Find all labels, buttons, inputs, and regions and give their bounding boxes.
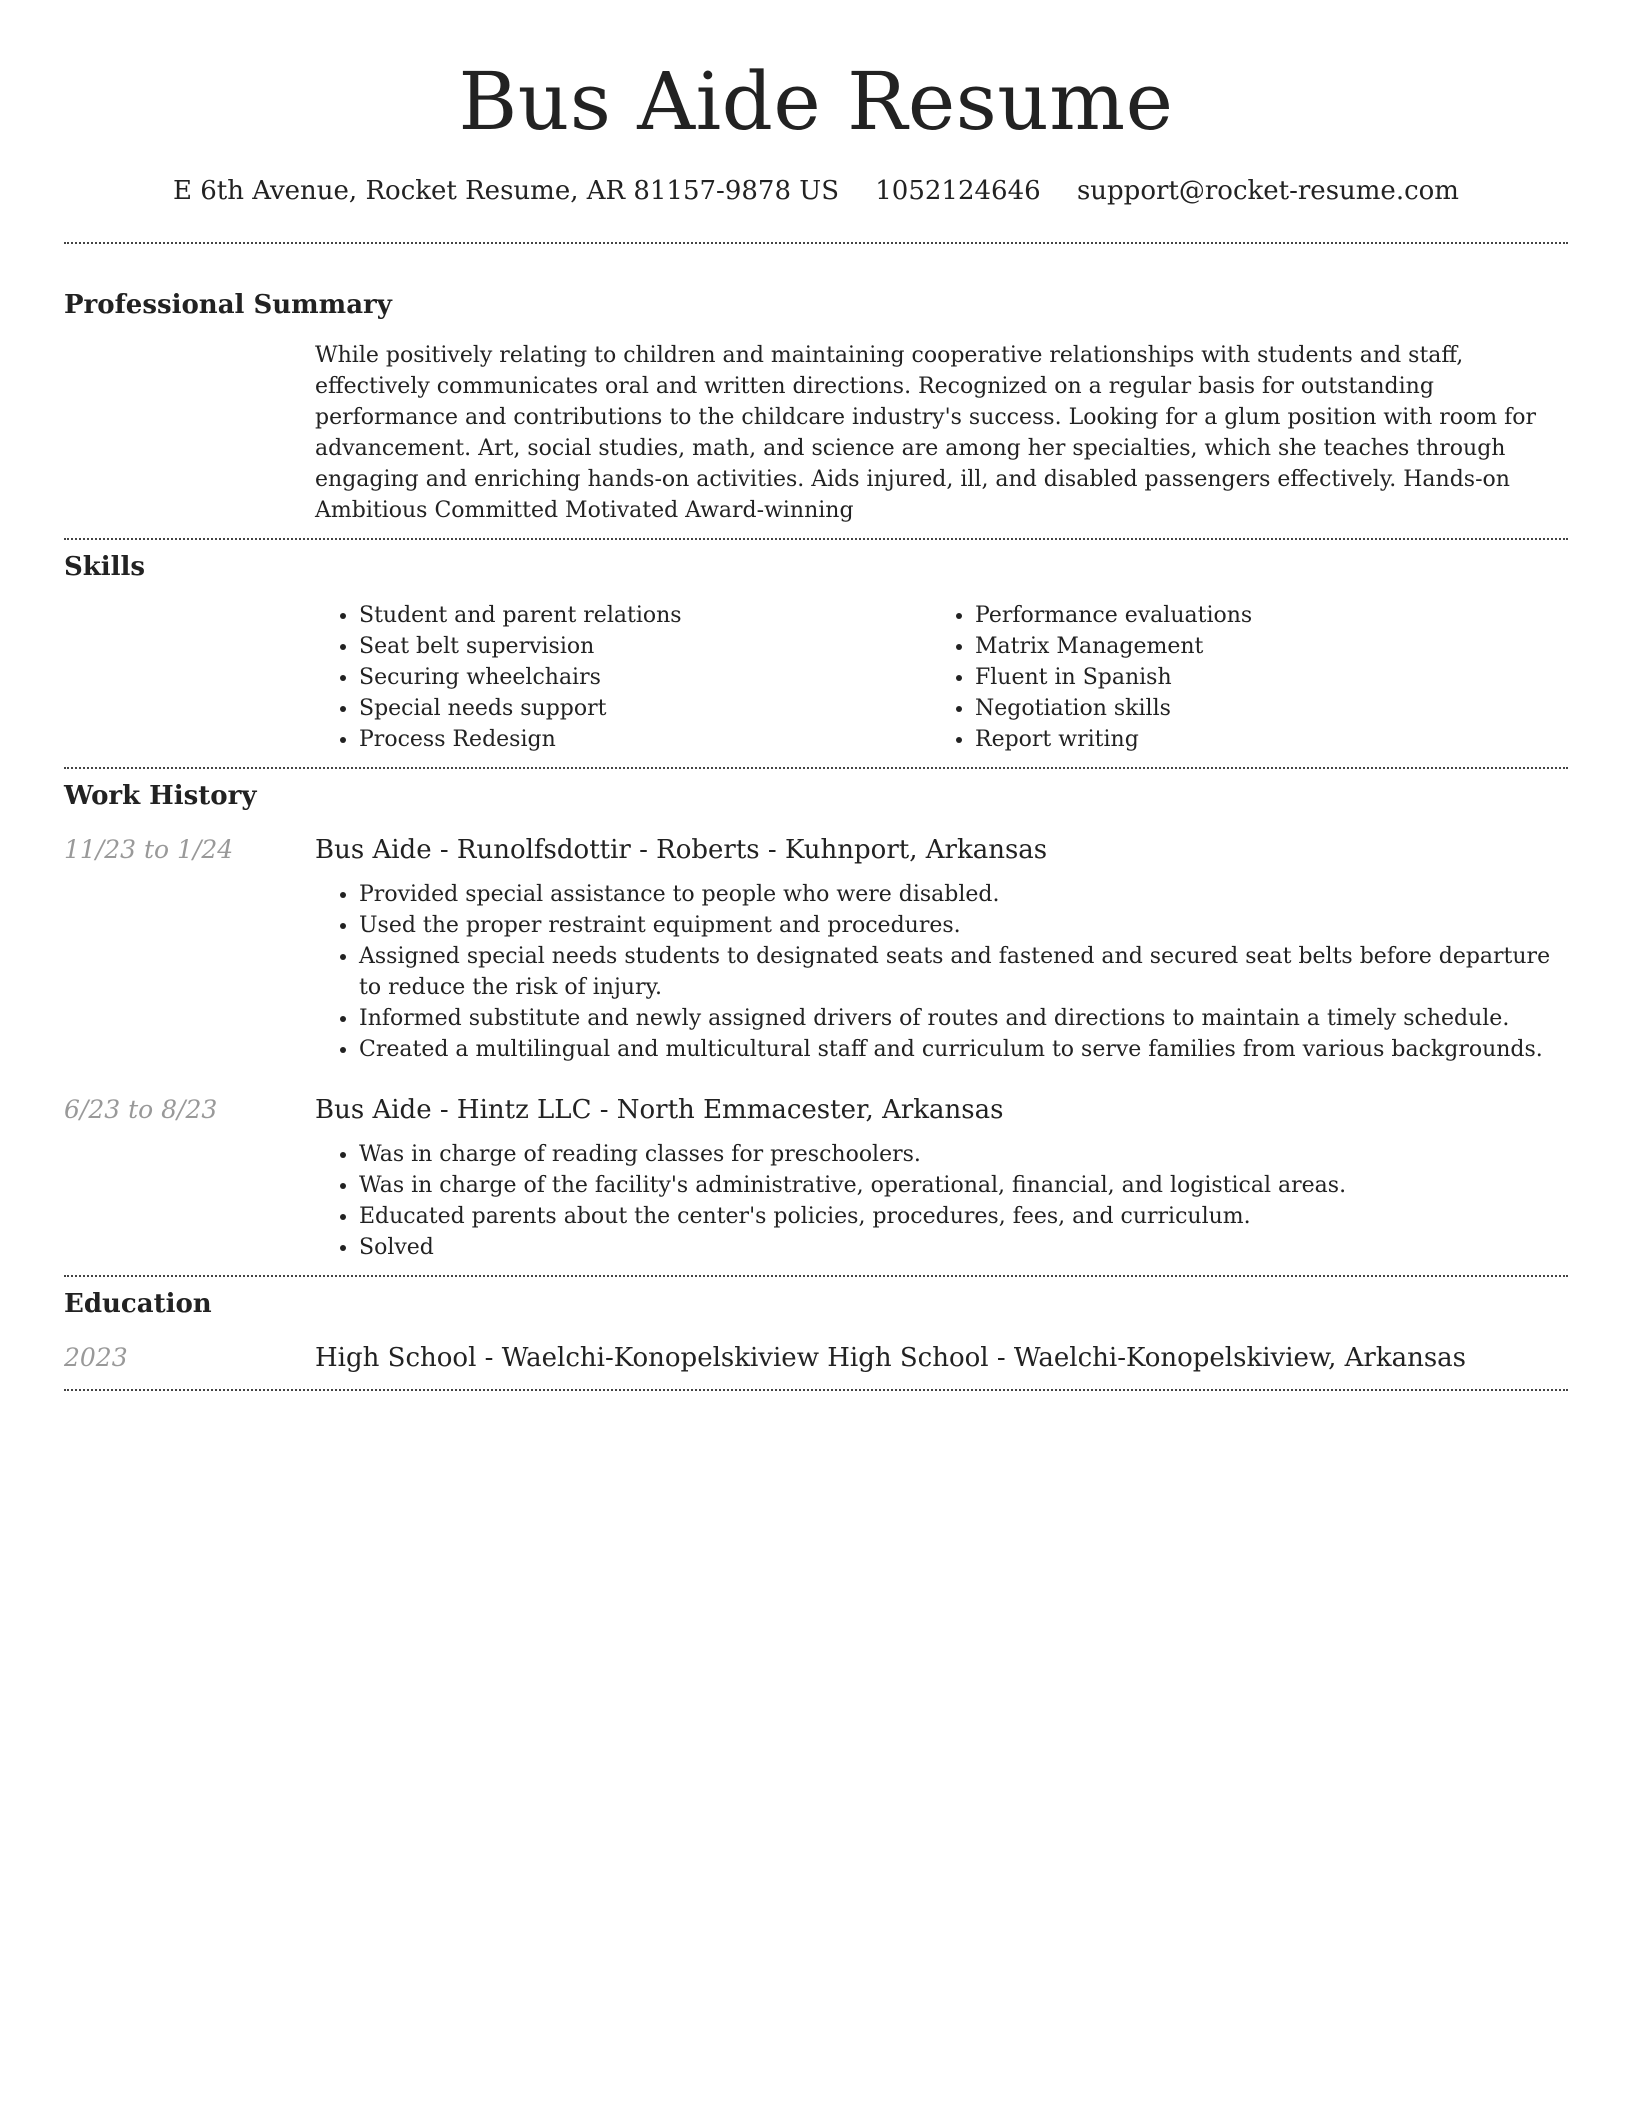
resume-title: Bus Aide Resume xyxy=(458,55,1174,148)
education-year: 2023 xyxy=(64,1343,128,1372)
contact-phone: 1052124646 xyxy=(875,176,1041,206)
skill-item: • Process Redesign xyxy=(359,724,931,755)
summary-text: While positively relating to children and maintaining cooperative relationships with students and staff, effectively communicates oral and written directions. Recognized on a regular basis for outstanding performance and contributions to the childcare industry's success. Looking for a glum position with room for advancement. Art, social studies, math, and science are among her specialties, which she teaches through engaging and enriching hands-on activities. Aids injured, ill, and disabled passengers effectively. Hands-on Ambitious Committed Motivated Award-winning xyxy=(315,343,1537,523)
job-title: Bus Aide - Hintz LLC - North Emmacester, Arkansas xyxy=(315,1095,1004,1125)
skill-item: • Matrix Management xyxy=(975,631,1547,662)
skills-columns xyxy=(315,600,1568,767)
section-heading-summary: Professional Summary xyxy=(64,290,392,320)
job-bullet: • Provided special assistance to people who were disabled. xyxy=(359,879,1568,910)
section-heading-education: Education xyxy=(64,1289,212,1319)
work-history-section xyxy=(64,769,1568,1275)
job-entry xyxy=(64,1093,1568,1275)
job-bullet: • Was in charge of the facility's administrative, operational, financial, and logistical areas. xyxy=(359,1170,1568,1201)
skill-item: • Special needs support xyxy=(359,693,931,724)
job-bullet: • Solved xyxy=(359,1232,1568,1263)
job-bullets xyxy=(315,1139,1568,1263)
job-dates: 6/23 to 8/23 xyxy=(64,1095,218,1124)
education-section xyxy=(64,1277,1568,1389)
job-dates: 11/23 to 1/24 xyxy=(64,835,234,864)
job-bullet: • Created a multilingual and multicultural staff and curriculum to serve families from various backgrounds. xyxy=(359,1034,1568,1065)
skill-item: • Report writing xyxy=(975,724,1547,755)
divider xyxy=(64,1389,1568,1391)
job-bullet: • Assigned special needs students to designated seats and fastened and secured seat belts before departure to reduce the risk of injury. xyxy=(359,941,1568,1003)
skill-item: • Seat belt supervision xyxy=(359,631,931,662)
skill-item: • Fluent in Spanish xyxy=(975,662,1547,693)
skill-item: • Negotiation skills xyxy=(975,693,1547,724)
job-bullet: • Informed substitute and newly assigned drivers of routes and directions to maintain a timely schedule. xyxy=(359,1003,1568,1034)
job-bullet: • Used the proper restraint equipment and procedures. xyxy=(359,910,1568,941)
contact-address: E 6th Avenue, Rocket Resume, AR 81157-9878 US xyxy=(173,176,839,206)
section-heading-skills: Skills xyxy=(64,552,146,582)
contact-email: support@rocket-resume.com xyxy=(1076,176,1459,206)
skills-list-left xyxy=(315,600,931,755)
skills-list-right xyxy=(931,600,1547,755)
skill-item: • Performance evaluations xyxy=(975,600,1547,631)
education-title: High School - Waelchi-Konopelskiview High School - Waelchi-Konopelskiview, Arkansas xyxy=(315,1343,1467,1373)
job-bullet: • Educated parents about the center's policies, procedures, fees, and curriculum. xyxy=(359,1201,1568,1232)
education-entry xyxy=(64,1341,1568,1389)
section-heading-work: Work History xyxy=(64,781,257,811)
skill-item: • Student and parent relations xyxy=(359,600,931,631)
job-bullet: • Was in charge of reading classes for preschoolers. xyxy=(359,1139,1568,1170)
job-bullets xyxy=(315,879,1568,1065)
skills-section xyxy=(64,540,1568,767)
contact-line xyxy=(64,174,1568,208)
job-title: Bus Aide - Runolfsdottir - Roberts - Kuhnport, Arkansas xyxy=(315,835,1048,865)
job-entry xyxy=(64,833,1568,1065)
summary-section xyxy=(64,244,1568,526)
skill-item: • Securing wheelchairs xyxy=(359,662,931,693)
